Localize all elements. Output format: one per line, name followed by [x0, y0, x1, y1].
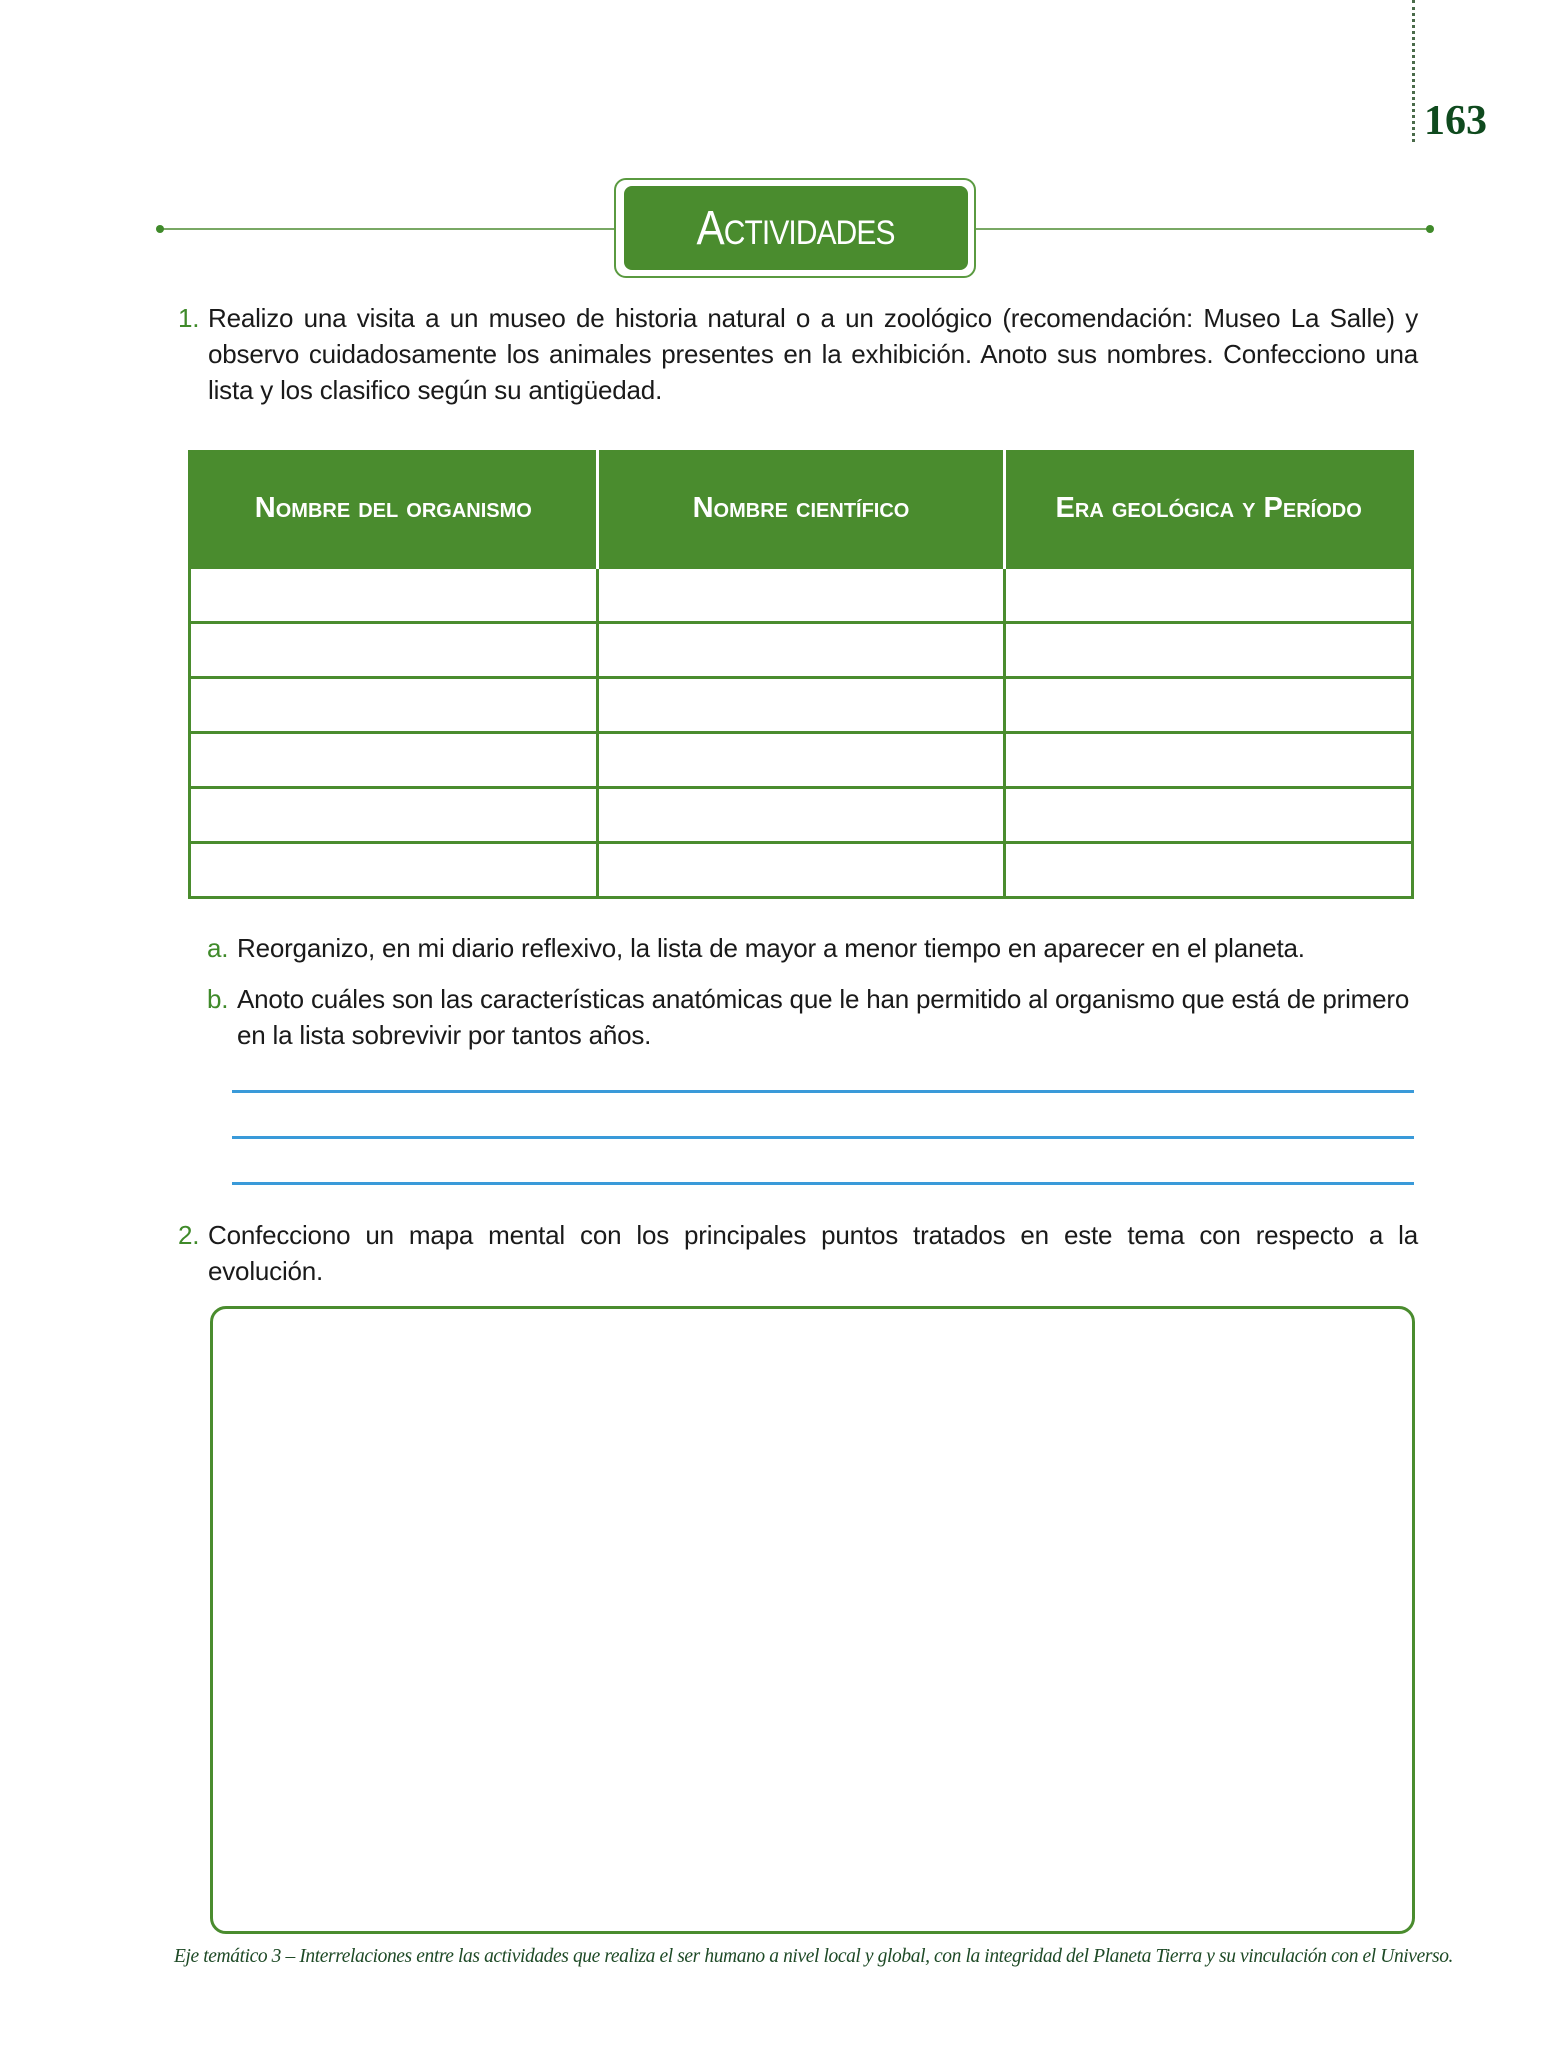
margin-dotted-rule — [1412, 0, 1415, 142]
section-title-banner — [624, 186, 968, 270]
table-cell[interactable] — [190, 568, 598, 623]
organism-table — [188, 450, 1414, 899]
answer-line-2[interactable] — [232, 1136, 1414, 1139]
table-cell[interactable] — [597, 623, 1005, 678]
activity-1-number: 1. — [178, 303, 200, 333]
subitem-b — [207, 981, 1417, 1053]
table-row — [190, 788, 1413, 843]
activity-1 — [178, 300, 1418, 408]
rule-dot-left — [156, 225, 164, 233]
activity-2 — [178, 1217, 1418, 1289]
subitem-a — [207, 930, 1417, 966]
header-era-period: Era geológica y Período — [1005, 450, 1413, 568]
table-row — [190, 678, 1413, 733]
table-cell[interactable] — [597, 568, 1005, 623]
table-cell[interactable] — [597, 788, 1005, 843]
activity-2-text: Confecciono un mapa mental con los principales puntos tratados en este tema con respecto a la evolución. — [208, 1220, 1418, 1286]
table-cell[interactable] — [1005, 678, 1413, 733]
table-row — [190, 623, 1413, 678]
page-footer: Eje temático 3 – Interrelaciones entre las actividades que realiza el ser humano a nivel local y global, con la integridad del Planeta Tierra y su vinculación con el Universo. — [174, 1946, 1454, 1967]
rule-dot-right — [1426, 225, 1434, 233]
table-cell[interactable] — [1005, 623, 1413, 678]
table-cell[interactable] — [190, 843, 598, 898]
table-header-row — [190, 450, 1413, 568]
table-cell[interactable] — [1005, 568, 1413, 623]
subitem-b-text: Anoto cuáles son las características anatómicas que le han permitido al organismo que está de primero en la lista sobrevivir por tantos años. — [237, 984, 1410, 1050]
section-title: Actividades — [696, 201, 896, 255]
answer-line-3[interactable] — [232, 1182, 1414, 1185]
table-row — [190, 733, 1413, 788]
table-cell[interactable] — [190, 623, 598, 678]
table-cell[interactable] — [597, 678, 1005, 733]
table-cell[interactable] — [190, 733, 598, 788]
title-rule-left — [160, 228, 615, 230]
activity-2-number: 2. — [178, 1220, 200, 1250]
table-row — [190, 843, 1413, 898]
subitem-a-label: a. — [207, 933, 229, 963]
table-cell[interactable] — [1005, 843, 1413, 898]
header-scientific-name: Nombre científico — [597, 450, 1005, 568]
table-cell[interactable] — [597, 733, 1005, 788]
page-number: 163 — [1424, 98, 1487, 144]
title-rule-right — [975, 228, 1433, 230]
header-organism-name: Nombre del organismo — [190, 450, 598, 568]
mind-map-answer-box[interactable] — [210, 1306, 1415, 1934]
table-row — [190, 568, 1413, 623]
subitem-a-text: Reorganizo, en mi diario reflexivo, la lista de mayor a menor tiempo en aparecer en el planeta. — [237, 933, 1305, 963]
table-cell[interactable] — [190, 788, 598, 843]
table-cell[interactable] — [597, 843, 1005, 898]
activity-1-text: Realizo una visita a un museo de historia natural o a un zoológico (recomendación: Museo La Salle) y observo cuidadosamente los animales presentes en la exhibición. Anoto sus nombres. Confecciono una lista y los clasifico según su antigüedad. — [208, 303, 1418, 405]
table-cell[interactable] — [1005, 733, 1413, 788]
table-cell[interactable] — [1005, 788, 1413, 843]
table-cell[interactable] — [190, 678, 598, 733]
subitem-b-label: b. — [207, 984, 229, 1014]
answer-line-1[interactable] — [232, 1090, 1414, 1093]
